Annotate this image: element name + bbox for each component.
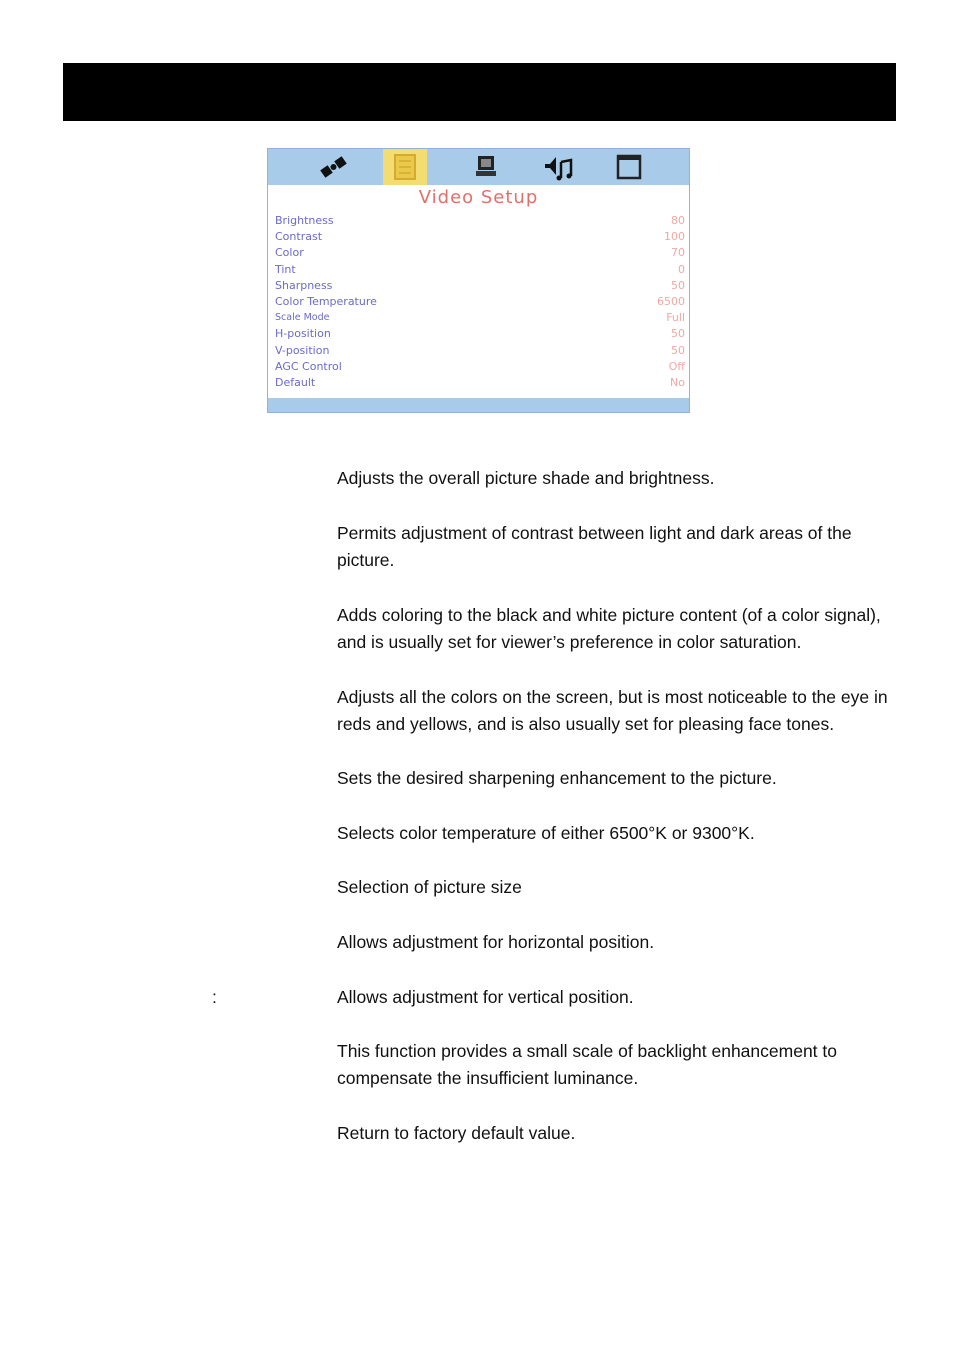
osd-item-value: 100 [664, 230, 685, 244]
osd-item-value: Off [668, 359, 685, 373]
osd-item-label: Brightness [275, 214, 334, 227]
description-brightness: Adjusts the overall picture shade and brightness. [337, 468, 715, 488]
osd-item-label: H-position [275, 327, 331, 341]
osd-item-label: AGC Control [275, 359, 342, 373]
description-color-temperature: Selects color temperature of either 6500°K or 9300°K. [337, 823, 755, 843]
description-v-position: Allows adjustment for vertical position. [337, 987, 634, 1007]
osd-item-value: 50 [671, 278, 685, 292]
description-h-position: Allows adjustment for horizontal position. [337, 932, 655, 952]
description-sharpness: Sets the desired sharpening enhancement to the picture. [337, 768, 777, 788]
osd-item-label: Tint [275, 262, 296, 276]
description-color: Adds coloring to the black and white picture content (of a color signal), and is usually set for viewer’s preference in color saturation. [337, 605, 881, 652]
osd-item-label: Default [275, 375, 316, 389]
osd-item-value: 50 [671, 327, 685, 341]
osd-item-value: 0 [678, 262, 685, 276]
osd-item-label: Scale Mode [275, 312, 330, 324]
osd-title: Video Setup [418, 187, 539, 208]
osd-item-value: 50 [671, 343, 685, 357]
stray-colon: : [212, 987, 217, 1007]
description-default: Return to factory default value. [337, 1123, 576, 1143]
osd-item-value: No [670, 375, 685, 389]
description-tint: Adjusts all the colors on the screen, but is most noticeable to the eye in reds and yellows, and is also usually set for pleasing face tones. [337, 687, 888, 734]
osd-item-label: V-position [275, 343, 330, 357]
osd-item-label: Color Temperature [275, 294, 377, 308]
description-contrast: Permits adjustment of contrast between light and dark areas of the picture. [337, 523, 852, 570]
osd-item-value: 70 [671, 246, 685, 260]
osd-item-value: Full [666, 311, 685, 325]
osd-item-value: 6500 [657, 294, 685, 308]
description-scale-mode: Selection of picture size [337, 877, 522, 897]
osd-item-label: Contrast [275, 230, 323, 244]
description-agc-control: This function provides a small scale of backlight enhancement to compensate the insufficient luminance. [337, 1041, 837, 1088]
osd-item-value: 80 [671, 214, 685, 227]
osd-item-label: Sharpness [275, 278, 333, 292]
osd-item-label: Color [275, 246, 304, 260]
